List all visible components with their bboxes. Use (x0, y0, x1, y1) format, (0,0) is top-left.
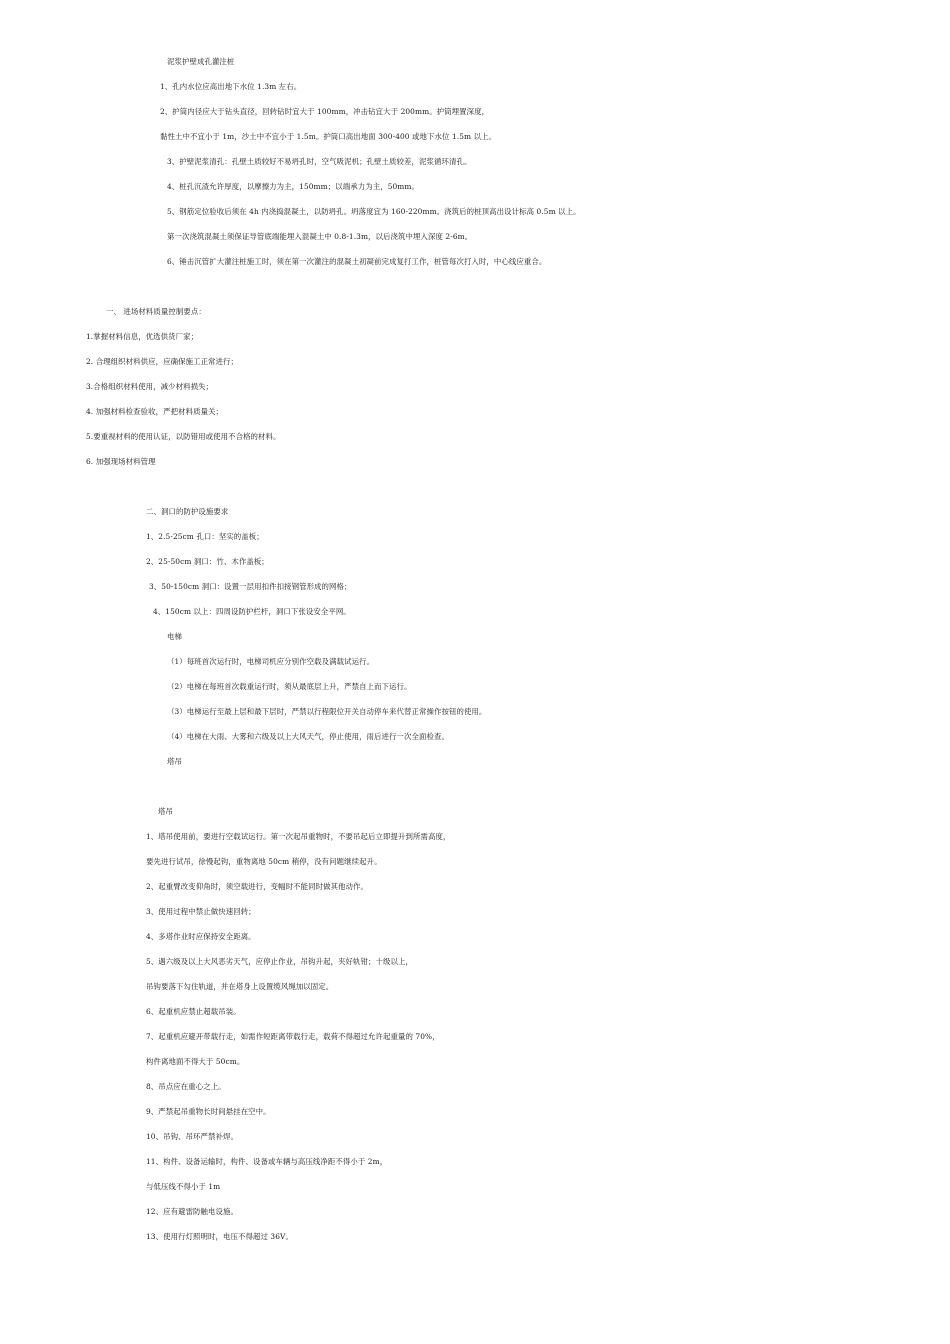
list-item: 要先进行试吊，徐慢起钩，重物离地 50cm 稍停，没有问题继续起升。 (146, 857, 382, 866)
list-item: 4. 加强材料检查验收，严把材料质量关； (86, 407, 224, 416)
list-item: 12、应有避雷防触电设施。 (146, 1207, 239, 1216)
list-item: 5、遇六级及以上大风恶劣天气，应停止作业，吊钩升起，夹好轨钳；十级以上， (146, 957, 413, 966)
list-item: 构件离地面不得大于 50cm。 (146, 1057, 245, 1066)
list-item: 4、150cm 以上：四周设防护栏杆，洞口下张设安全平网。 (153, 607, 351, 616)
list-item: 1、塔吊使用前，要进行空载试运行。第一次起吊重物时，不要吊起后立即提升到所需高度， (146, 832, 451, 841)
list-item: 第一次浇筑混凝土须保证导管底端能埋入混凝土中 0.8-1.3m，以后浇筑中埋入深度 2-6m。 (167, 232, 473, 241)
list-item: （4）电梯在大雨、大雾和六级及以上大风天气，停止使用，雨后进行一次全面检查。 (167, 732, 449, 741)
list-item: 6、锤击沉管扩大灌注桩施工时，须在第一次灌注的混凝土初凝前完成复打工作，桩管每次打入时，中心线应重合。 (167, 257, 547, 266)
list-item: 8、吊点应在重心之上。 (146, 1082, 226, 1091)
list-item: 4、多塔作业时应保持安全距离。 (146, 932, 256, 941)
list-item: 4、桩孔沉渣允许厚度，以摩擦力为主，150mm；以端承力为主，50mm。 (167, 182, 420, 191)
list-item: 3、使用过程中禁止做快速回转； (146, 907, 256, 916)
section-title-tower-crane: 塔吊 (158, 807, 173, 816)
list-item: 3、护壁泥浆清孔：孔壁土质较好不易坍孔时，空气吸泥机；孔壁土质较差，泥浆循环清孔。 (167, 157, 472, 166)
list-item: 1.掌握材料信息，优选供货厂家； (86, 332, 199, 341)
list-item: 1、孔内水位应高出地下水位 1.3m 左右。 (160, 82, 302, 91)
list-item: 2、起重臂改变仰角时，须空载进行，变幅时不能同时做其他动作。 (146, 882, 369, 891)
list-item: 5、钢筋定位验收后须在 4h 内浇捣混凝土，以防坍孔。坍落度宜为 160-220mm。浇筑后的桩顶高出设计标高 0.5m 以上。 (167, 207, 581, 216)
section-title-materials: 一、 进场材料质量控制要点： (106, 307, 206, 316)
section-title-openings: 二、洞口的防护设施要求 (146, 507, 229, 516)
list-item: 5.要重视材料的使用认证，以防错用或使用不合格的材料。 (86, 432, 281, 441)
list-item: （1）每班首次运行时，电梯司机应分别作空载及满载试运行。 (167, 657, 375, 666)
list-item: 与低压线不得小于 1m (146, 1182, 221, 1191)
list-item: 3.合格组织材料使用，减少材料损失； (86, 382, 214, 391)
list-item: 吊钩要落下勾住轨道，并在塔身上设置缆风绳加以固定。 (146, 982, 334, 991)
list-item: 2. 合理组织材料供应，应确保施工正常进行； (86, 357, 239, 366)
list-item: （2）电梯在每班首次载重运行时，须从最底层上升，严禁自上而下运行。 (167, 682, 412, 691)
list-item: 9、严禁起吊重物长时间悬挂在空中。 (146, 1107, 271, 1116)
list-item: 黏性土中不宜小于 1m，沙土中不宜小于 1.5m。护筒口高出地面 300-400 或地下水位 1.5m 以上。 (160, 132, 497, 141)
trailing-label-tower-crane: 塔吊 (167, 757, 182, 766)
list-item: 10、吊钩、吊环严禁补焊。 (146, 1132, 239, 1141)
list-item: 11、构件、设备运输时，构件、设备或车辆与高压线净距不得小于 2m， (146, 1157, 388, 1166)
list-item: （3）电梯运行至最上层和最下层时，严禁以行程限位开关自动停车来代替正常操作按钮的使用。 (167, 707, 487, 716)
list-item: 3、50-150cm 洞口：设置一层用扣件扣接钢管形成的网格； (149, 582, 352, 591)
section-title-elevator: 电梯 (167, 632, 182, 641)
list-item: 6. 加强现场材料管理 (86, 457, 156, 466)
list-item: 13、使用行灯照明时，电压不得超过 36V。 (146, 1232, 293, 1241)
list-item: 2、护筒内径应大于钻头直径，回转钻时宜大于 100mm，冲击钻宜大于 200mm。护筒埋置深度， (160, 107, 490, 116)
list-item: 1、2.5-25cm 孔口：坚实的盖板； (146, 532, 264, 541)
list-item: 2、25-50cm 洞口：竹、木作盖板； (146, 557, 269, 566)
list-item: 7、起重机应避开带载行走，如需作短距离带载行走，载荷不得超过允许起重量的 70%， (146, 1032, 440, 1041)
list-item: 6、起重机应禁止超载吊装。 (146, 1007, 241, 1016)
section-title-mud-pile: 泥浆护壁成孔灌注桩 (167, 57, 235, 66)
